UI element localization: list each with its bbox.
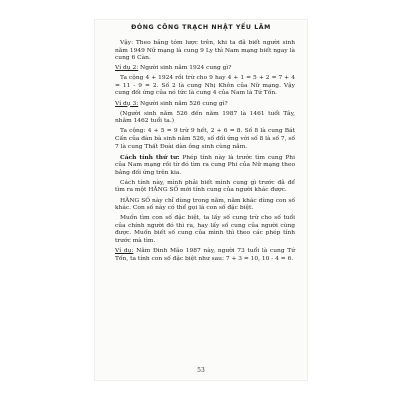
paragraph-example-2 (115, 65, 295, 73)
paragraph-text: Cách tính này, mình phải biết mình cung gì trước đã để tìm ra một HẰNG SỐ mới tính cung của người khác được. (115, 179, 295, 194)
book-page (95, 20, 307, 380)
paragraph-example-3 (115, 101, 295, 109)
paragraph-text: Phép tính này là trước tìm cung Phi của Nam mạng rồi từ đó tìm ra cung Phi của Nữ mạng theo bảng đối ứng trên kia. (115, 154, 295, 176)
example-label: Ví dụ 2: (115, 65, 139, 72)
paragraph-text: Người sinh năm 1924 cung gì? (138, 65, 232, 72)
paragraph-5 (115, 111, 295, 126)
paragraph-9 (115, 198, 295, 213)
method-heading: Cách tính thứ tư: (120, 153, 180, 161)
paragraph-1 (115, 40, 295, 63)
paragraph-10 (115, 215, 295, 245)
paragraph-text: Ta cộng: 4 + 5 = 9 trừ 9 hết, 2 + 6 = 8. Số 8 là cung Bát Cấn của đàn bà sinh năm 526, số đối ứng với số 8 là số 7, số 7 là cung Thất Đoài dàn ông sinh cùng năm. (115, 128, 295, 150)
paragraph-example (115, 248, 295, 263)
paragraph-text: (Người sinh năm 526 đến năm 1987 là 1461 tuổi Tây, nhằm 1462 tuổi ta.) (115, 110, 295, 125)
paragraph-8 (115, 180, 295, 195)
paragraph-method-4 (115, 154, 295, 178)
paragraph-text: Muốn tìm con số đặc biệt, ta lấy số cung trừ cho số tuổi của chính người đó thì ra, hay lấy số cung của người cùng được. Muốn biết số cung của mình thì theo các phép tính trước mà tìm. (115, 215, 295, 244)
paragraph-3 (115, 75, 295, 98)
example-label: Ví dụ 3: (115, 100, 139, 107)
example-label: Ví dụ: (115, 248, 134, 255)
running-header: ĐÓNG CÔNG TRẠCH NHẬT YẾU LÃM (131, 24, 271, 31)
page-number: 53 (197, 367, 205, 374)
paragraph-text: Ta cộng 4 + 1924 rồi trừ cho 9 hay 4 + 1 = 5 + 2 = 7 + 4 = 11 - 9 = 2. Số 2 là cung Nhị Khôn của Nữ mạng. Vậy cung đối ứng của nó tức là cung 4 của Nam là Tứ Tốn. (115, 75, 295, 97)
page-body (115, 40, 295, 266)
paragraph-text: HẰNG SỐ này chỉ dùng trong năm, năm khác dùng con số khác. Con số này có thể gọi là con số đặc biệt. (115, 197, 295, 212)
paragraph-6 (115, 128, 295, 151)
paragraph-text: Người sinh năm 526 cung gì? (138, 100, 228, 107)
paragraph-text: Năm Đinh Mão 1987 này, người 73 tuổi là cung Tứ Tốn, ta tính con số đặc biệt như sau: 7 + 3 = 10, 10 - 4 = 6. (115, 248, 296, 262)
paragraph-text: Vậy: Theo bảng tóm lược trên, khi ta đã biết người sinh năm 1949 Nữ mạng là cung 9 Ly thì Nam mạng biết ngay là cung 6 Càn. (115, 40, 295, 62)
